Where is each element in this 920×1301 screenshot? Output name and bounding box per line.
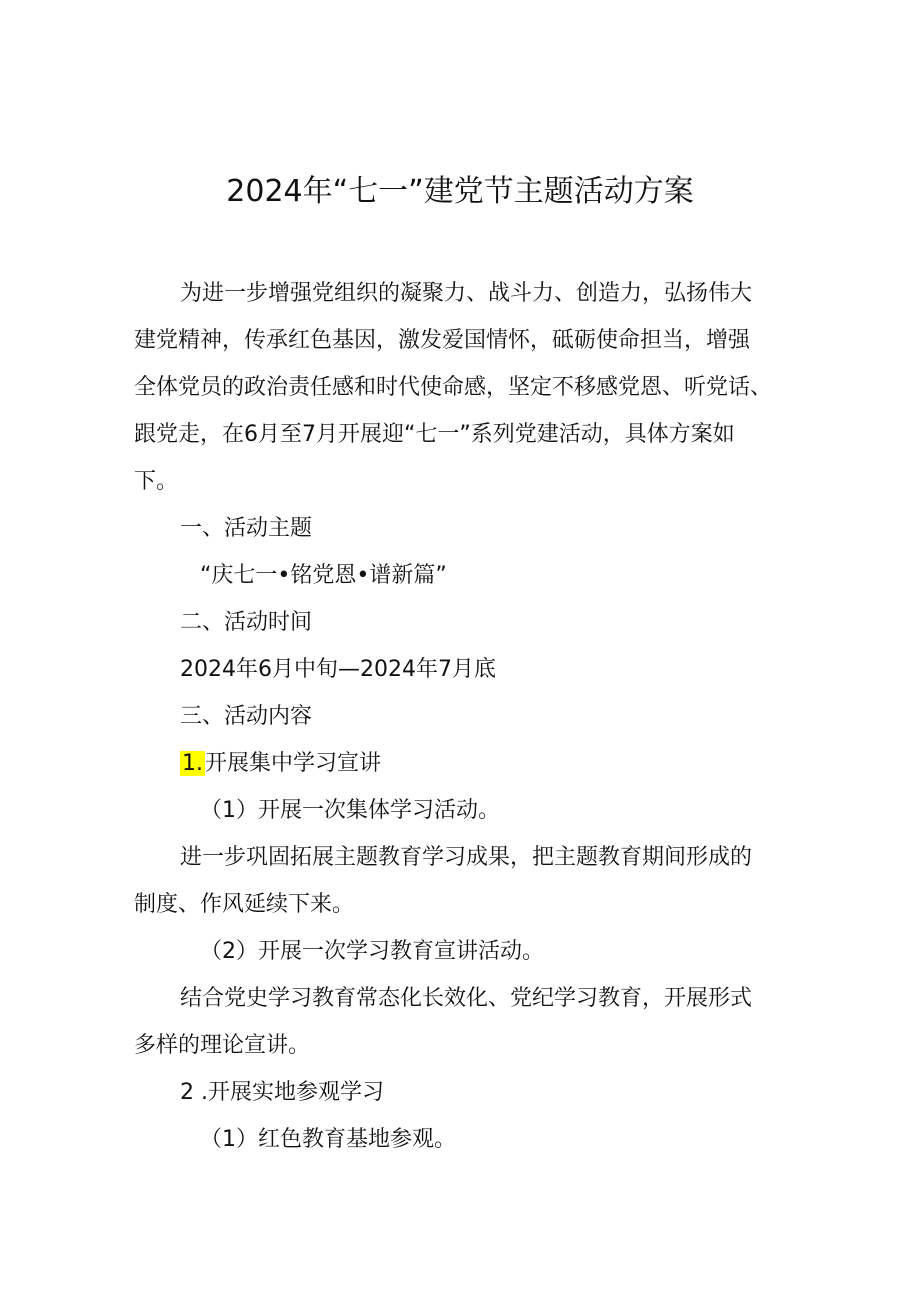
item-1-heading <box>134 740 794 787</box>
section-heading-time: 二、活动时间 <box>180 610 313 635</box>
item-2-sub-1: （1）红色教育基地参观。 <box>200 1127 456 1152</box>
item-2-heading: 2 .开展实地参观学习 <box>180 1080 384 1105</box>
item-1-title: 开展集中学习宣讲 <box>205 751 382 776</box>
item-1-number-highlight: 1. <box>182 751 203 776</box>
description-line: 结合党史学习教育常态化长效化、党纪学习教育，开展形式 <box>180 986 753 1011</box>
intro-line: 全体党员的政治责任感和时代使命感，坚定不移感党恩、听党话、 <box>134 375 773 400</box>
document-title: 2024年“七一”建党节主题活动方案 <box>226 174 694 209</box>
section-heading-theme: 一、活动主题 <box>180 516 313 541</box>
section-heading-content: 三、活动内容 <box>180 704 313 729</box>
item-1-sub-2: （2）开展一次学习教育宣讲活动。 <box>200 939 544 964</box>
description-line: 进一步巩固拓展主题教育学习成果，把主题教育期间形成的 <box>180 845 753 870</box>
intro-line: 为进一步增强党组织的凝聚力、战斗力、创造力，弘扬伟大 <box>180 281 753 306</box>
intro-line: 建党精神，传承红色基因，激发爱国情怀，砥砺使命担当，增强 <box>134 328 751 353</box>
activity-time: 2024年6月中旬—2024年7月底 <box>180 657 496 682</box>
description-line: 多样的理论宣讲。 <box>134 1033 311 1058</box>
activity-theme: “庆七一•铭党恩•谱新篇” <box>200 563 447 588</box>
item-1-sub-1-description <box>134 834 794 928</box>
description-line: 制度、作风延续下来。 <box>134 892 355 917</box>
item-1-sub-1: （1）开展一次集体学习活动。 <box>200 798 500 823</box>
intro-paragraph <box>134 270 794 505</box>
intro-line: 下。 <box>134 469 179 494</box>
document-body <box>134 270 794 1163</box>
intro-line: 跟党走，在6月至7月开展迎“七一”系列党建活动，具体方案如 <box>134 422 735 447</box>
item-1-sub-2-description <box>134 975 794 1069</box>
